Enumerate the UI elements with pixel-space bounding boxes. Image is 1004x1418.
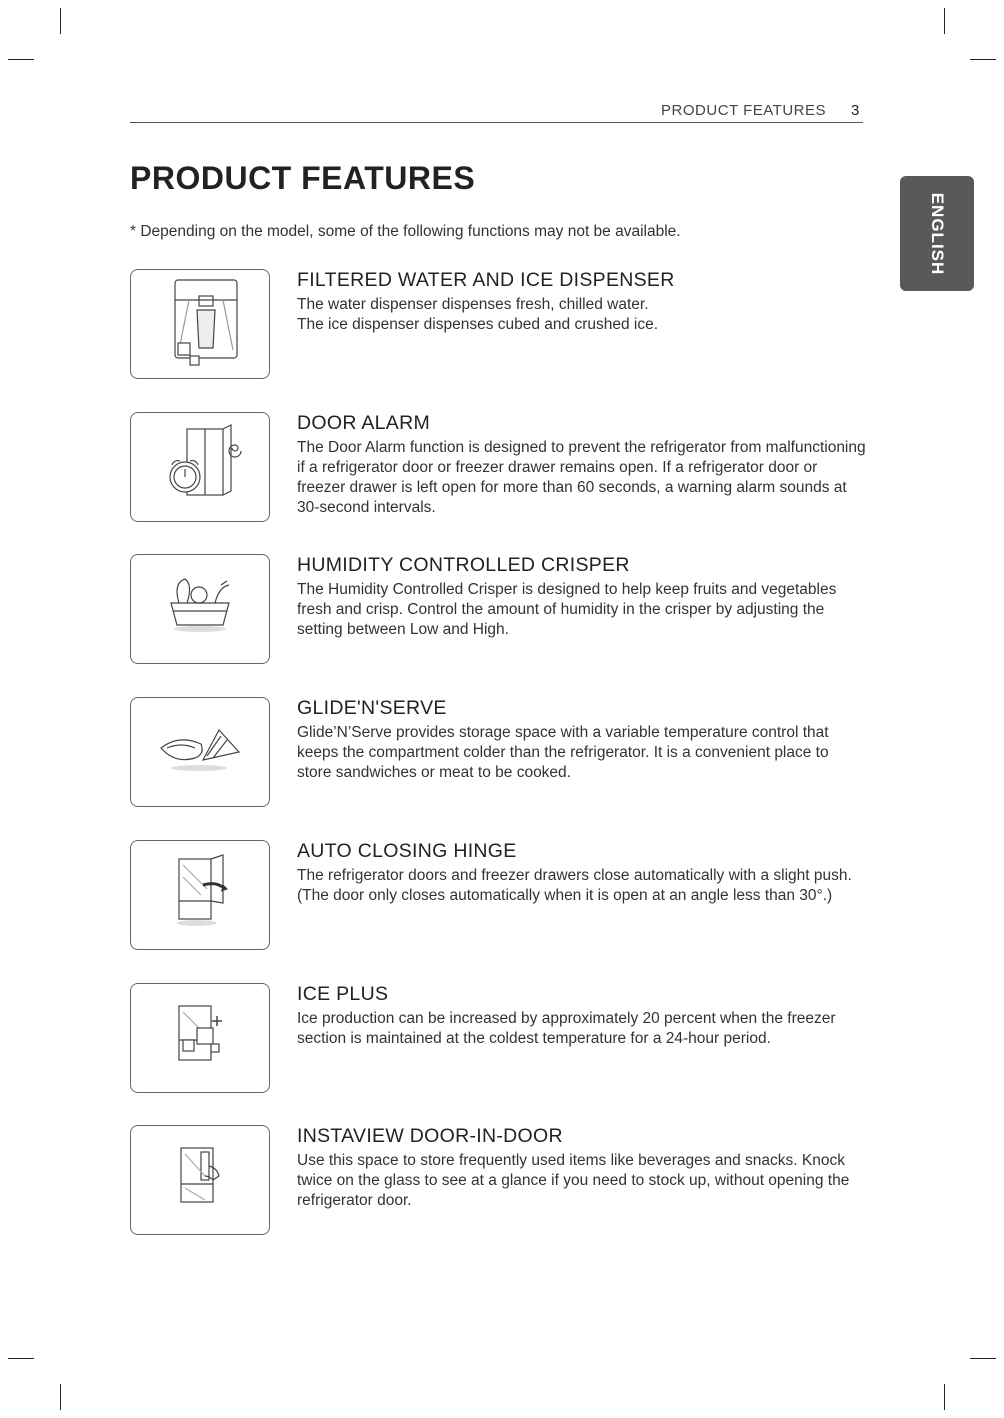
crop-mark (944, 1384, 945, 1410)
door-alarm-icon (131, 413, 269, 521)
feature-description: Ice production can be increased by approximately 20 percent when the freezer section is maintained at the coldest temperature for a 24-hour period. (297, 1010, 836, 1047)
feature-item (130, 983, 865, 1093)
feature-description: The Door Alarm function is designed to prevent the refrigerator from malfunctioning if a refrigerator door or freezer drawer remains open. If a refrigerator door or freezer drawer is left open for more than 60 seconds, a warning alarm sounds at 30-second intervals. (297, 439, 866, 516)
feature-title: ICE PLUS (297, 983, 389, 1005)
crop-mark (8, 59, 34, 60)
feature-icon-frame (130, 697, 270, 807)
water-ice-dispenser-icon (131, 270, 269, 378)
feature-icon-frame (130, 554, 270, 664)
crop-mark (8, 1358, 34, 1359)
feature-icon-frame (130, 983, 270, 1093)
feature-item (130, 840, 865, 950)
running-header: PRODUCT FEATURES (661, 102, 826, 119)
feature-description: The water dispenser dispenses fresh, chilled water. The ice dispenser dispenses cubed and crushed ice. (297, 296, 659, 333)
feature-title: FILTERED WATER AND ICE DISPENSER (297, 269, 675, 291)
feature-icon-frame (130, 412, 270, 522)
crop-mark (944, 8, 945, 34)
header-rule (130, 122, 863, 123)
crop-mark (60, 1384, 61, 1410)
crop-mark (970, 59, 996, 60)
availability-note: * Depending on the model, some of the following functions may not be available. (130, 223, 681, 240)
feature-item (130, 269, 865, 379)
auto-closing-hinge-icon (131, 841, 269, 949)
feature-item (130, 412, 865, 522)
feature-title: DOOR ALARM (297, 412, 431, 434)
crop-mark (60, 8, 61, 34)
language-tab-label: ENGLISH (928, 192, 947, 275)
feature-icon-frame (130, 269, 270, 379)
page-title: PRODUCT FEATURES (130, 160, 476, 196)
feature-item (130, 1125, 865, 1235)
feature-title: GLIDE'N'SERVE (297, 697, 447, 719)
feature-description: The refrigerator doors and freezer drawers close automatically with a slight push. (The door only closes automatically when it is open at an angle less than 30°.) (297, 867, 852, 904)
glide-n-serve-icon (131, 698, 269, 806)
feature-description: The Humidity Controlled Crisper is designed to help keep fruits and vegetables fresh and crisp. Control the amount of humidity in the crisper by adjusting the setting between Low and High. (297, 581, 837, 638)
page-number: 3 (851, 102, 860, 119)
feature-icon-frame (130, 840, 270, 950)
feature-item (130, 697, 865, 807)
crisper-icon (131, 555, 269, 663)
ice-plus-icon (131, 984, 269, 1092)
feature-item (130, 554, 865, 664)
feature-title: AUTO CLOSING HINGE (297, 840, 517, 862)
feature-description: Glide’N’Serve provides storage space with a variable temperature control that keeps the compartment colder than the refrigerator. It is a convenient place to store sandwiches or meat to be cooked. (297, 724, 829, 781)
feature-title: INSTAVIEW DOOR-IN-DOOR (297, 1125, 563, 1147)
instaview-icon (131, 1126, 269, 1234)
feature-icon-frame (130, 1125, 270, 1235)
feature-title: HUMIDITY CONTROLLED CRISPER (297, 554, 630, 576)
language-tab (900, 176, 974, 291)
feature-description: Use this space to store frequently used items like beverages and snacks. Knock twice on the glass to see at a glance if you need to stock up, without opening the refrigerator door. (297, 1152, 850, 1209)
crop-mark (970, 1358, 996, 1359)
